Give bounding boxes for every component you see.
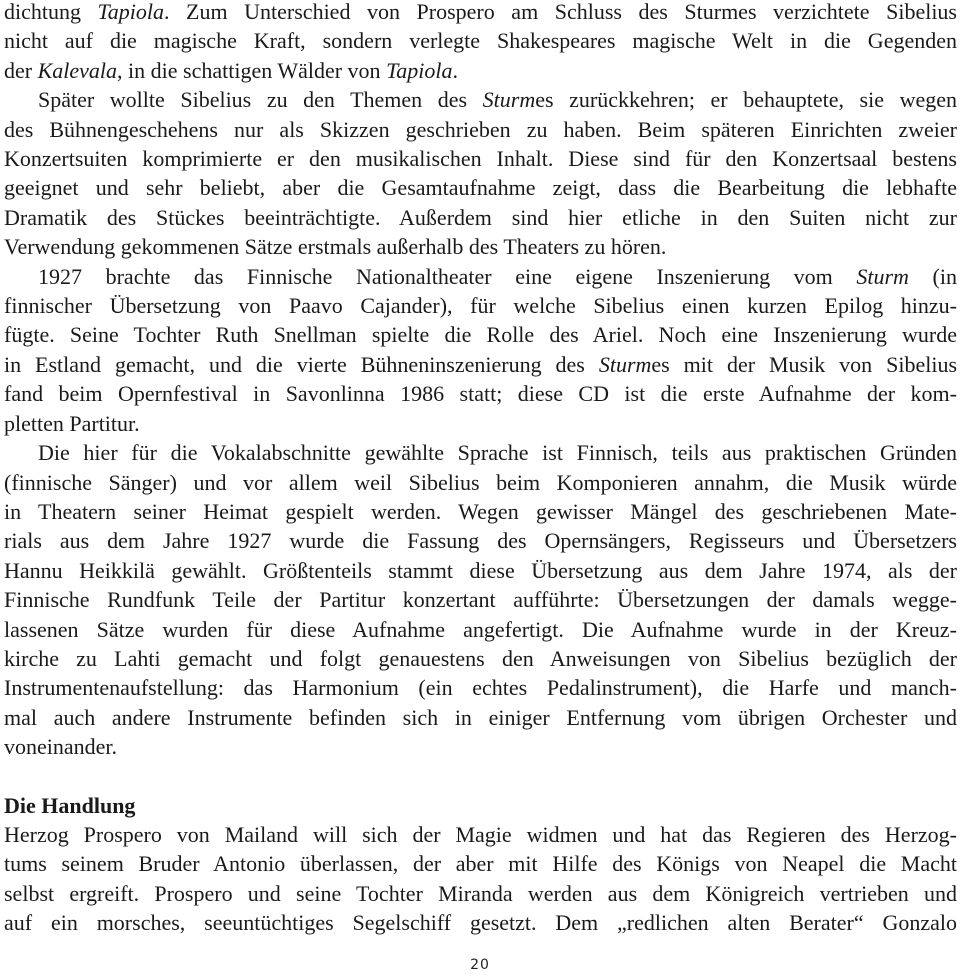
text-line [4,820,957,849]
italic-text: Sturm [856,263,909,289]
text-line [4,468,957,497]
text-segment: fand beim Opernfestival in Savonlinna 1986 statt; diese CD ist die erste Aufnahme der kom- [4,381,957,407]
text-segment: Die hier für die Vokalabschnitte gewählte Sprache ist Finnisch, teils aus praktischen Gründen [38,440,957,466]
text-segment: dichtung [4,0,98,24]
text-segment: , in die schattigen Wälder von [117,57,387,83]
italic-text: Kalevala [37,57,118,83]
text-segment: rials aus dem Jahre 1927 wurde die Fassung des Opernsängers, Regisseurs und Übersetzers [4,528,957,554]
italic-text: Tapiola [386,57,453,83]
text-segment: in Estland gemacht, und die vierte Bühneninszenierung des [4,351,599,377]
text-line [4,115,957,144]
text-line [4,615,957,644]
text-line [4,203,957,232]
text-line [4,320,957,349]
text-segment: Konzertsuiten komprimierte er den musikalischen Inhalt. Diese sind für den Konzertsaal bestens [4,146,957,172]
text-line [4,409,957,438]
text-line [4,56,957,85]
paragraph [4,262,957,438]
paragraph [4,820,957,938]
text-segment: des Bühnengeschehens nur als Skizzen geschrieben zu haben. Beim späteren Einrichten zweier [4,116,957,142]
text-line [4,908,957,937]
text-line [4,262,957,291]
italic-text: Sturm [482,87,536,113]
text-segment: lassenen Sätze wurden für diese Aufnahme angefertigt. Die Aufnahme wurde in der Kreuz- [4,616,957,642]
paragraph [4,438,957,761]
text-line [4,85,957,114]
text-segment: Instrumentenaufstellung: das Harmonium (ein echtes Pedalinstrument), die Harfe und manch- [4,675,957,701]
text-line [4,173,957,202]
body-text [4,0,957,762]
text-segment: . [452,57,459,83]
paragraph [4,85,957,261]
text-segment: Verwendung gekommenen Sätze erstmals außerhalb des Theaters zu hören. [4,234,667,260]
text-line [4,144,957,173]
text-segment: 1927 brachte das Finnische Nationaltheater eine eigene Inszenierung vom [38,263,857,289]
text-segment: selbst ergreift. Prospero und seine Tochter Miranda werden aus dem Königreich vertrieben und [4,880,957,906]
text-line [4,379,957,408]
text-segment: Herzog Prospero von Mailand will sich der Magie widmen und hat das Regieren des Herzog- [4,821,957,847]
text-line [4,644,957,673]
text-line [4,291,957,320]
text-segment: Dramatik des Stückes beeinträchtigte. Außerdem sind hier etliche in den Suiten nicht zur [4,204,957,230]
text-segment: es zurückkehren; er behauptete, sie wegen [535,87,957,113]
text-segment: mal auch andere Instrumente befinden sich in einiger Entfernung vom übrigen Orchester und [4,704,957,730]
text-segment: in Theatern seiner Heimat gespielt werden. Wegen gewisser Mängel des geschriebenen Mate- [4,498,957,524]
text-segment: voneinander. [4,734,118,760]
text-line [4,232,957,261]
text-line [4,849,957,878]
text-line [4,703,957,732]
text-segment: der [4,57,38,83]
text-line [4,673,957,702]
text-segment: Finnische Rundfunk Teile der Partitur konzertant aufführte: Übersetzungen der damals wegge- [4,587,957,613]
text-segment: auf ein morsches, seeuntüchtiges Segelschiff gesetzt. Dem „redlichen alten Berater“ Gonzalo [4,910,957,936]
text-segment: Später wollte Sibelius zu den Themen des [38,87,483,113]
text-segment: nicht auf die magische Kraft, sondern verlegte Shakespeares magische Welt in die Gegenden [4,28,957,54]
text-segment: (finnische Sänger) und vor allem weil Sibelius beim Komponieren annahm, die Musik würde [4,469,957,495]
text-line [4,526,957,555]
text-line [4,497,957,526]
text-line [4,438,957,467]
text-segment: geeignet und sehr beliebt, aber die Gesamtaufnahme zeigt, dass die Bearbeitung die lebhafte [4,175,957,201]
text-segment: finnischer Übersetzung von Paavo Cajander), für welche Sibelius einen kurzen Epilog hinzu- [4,293,957,319]
text-line [4,350,957,379]
italic-text: Sturm [598,351,652,377]
text-segment: (in [908,263,957,289]
text-line [4,585,957,614]
text-line [4,732,957,761]
text-segment: fügte. Seine Tochter Ruth Snellman spielte die Rolle des Ariel. Noch eine Inszenierung wurde [4,322,957,348]
text-segment: pletten Partitur. [4,410,140,436]
text-line [4,26,957,55]
paragraph [4,0,957,85]
text-line [4,556,957,585]
text-segment: tums seinem Bruder Antonio überlassen, der aber mit Hilfe des Königs von Neapel die Macht [4,851,957,877]
page-number: 20 [470,957,490,973]
text-segment: . Zum Unterschied von Prospero am Schluss des Sturmes verzichtete Sibelius [164,0,957,24]
text-line [4,0,957,26]
text-segment: Hannu Heikkilä gewählt. Größtenteils stammt diese Übersetzung aus dem Jahre 1974, als der [4,557,957,583]
text-segment: es mit der Musik von Sibelius [651,351,958,377]
text-segment: kirche zu Lahti gemacht und folgt genauestens den Anweisungen von Sibelius bezüglich der [4,645,957,671]
italic-text: Tapiola [97,0,164,24]
section-heading: Die Handlung [4,792,136,818]
section-body-text [4,820,957,938]
document-page [4,0,957,938]
text-line [4,879,957,908]
